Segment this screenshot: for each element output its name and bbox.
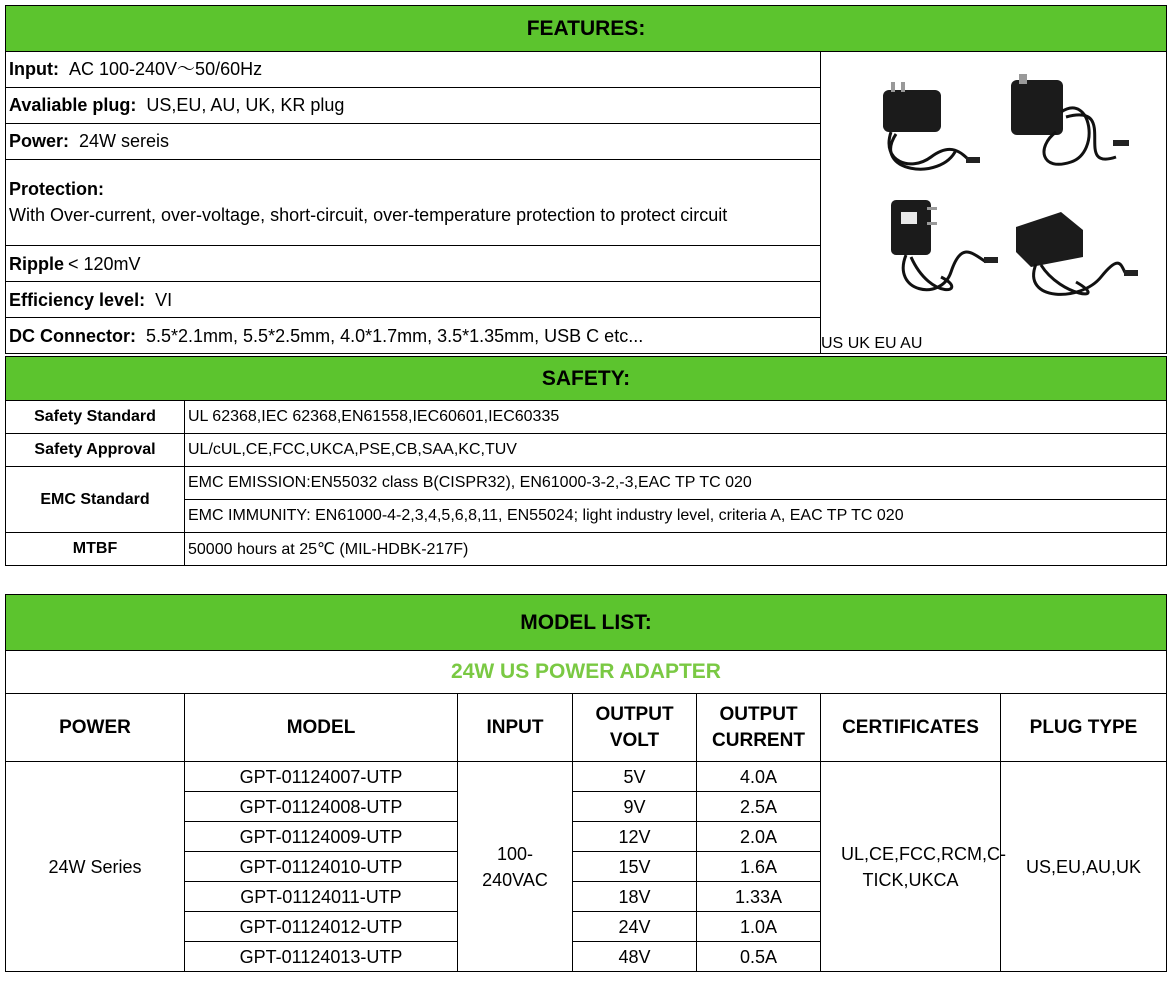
volt-cell: 12V xyxy=(573,822,697,852)
plug-caption-au: AU xyxy=(900,335,923,352)
model-list-title: MODEL LIST: xyxy=(6,595,1167,651)
feature-label: Avaliable plug: xyxy=(9,95,137,116)
header-text: OUTPUT CURRENT xyxy=(712,703,805,751)
model-list-table xyxy=(5,594,1167,972)
feature-label: Protection: xyxy=(9,179,105,200)
volt-cell: 9V xyxy=(573,792,697,822)
feature-row-input xyxy=(6,52,821,88)
plug-caption-us: US xyxy=(821,335,844,352)
feature-value: < 120mV xyxy=(68,253,141,274)
model-cell: GPT-01124010-UTP xyxy=(185,852,458,882)
feature-value: VI xyxy=(155,289,173,310)
safety-label: Safety Standard xyxy=(6,401,185,434)
model-cell: GPT-01124013-UTP xyxy=(185,942,458,972)
feature-row-efficiency xyxy=(6,282,821,318)
safety-value: UL 62368,IEC 62368,EN61558,IEC60601,IEC60335 xyxy=(185,401,1167,434)
current-cell: 1.6A xyxy=(697,852,821,882)
adapter-photos-image xyxy=(821,52,1167,330)
column-header-input: INPUT xyxy=(458,694,573,762)
model-list-subtitle: 24W US POWER ADAPTER xyxy=(6,651,1167,694)
safety-value: 50000 hours at 25℃ (MIL-HDBK-217F) xyxy=(185,533,1167,566)
power-cell: 24W Series xyxy=(6,762,185,972)
column-header-output-volt xyxy=(573,694,697,762)
current-cell: 0.5A xyxy=(697,942,821,972)
eu-adapter-image xyxy=(891,200,998,290)
feature-row-plug xyxy=(6,87,821,123)
feature-value: US,EU, AU, UK, KR plug xyxy=(146,95,345,116)
header-text: OUTPUT VOLT xyxy=(595,703,674,751)
volt-cell: 5V xyxy=(573,762,697,792)
safety-table xyxy=(5,356,1167,566)
column-header-model: MODEL xyxy=(185,694,458,762)
model-cell: GPT-01124012-UTP xyxy=(185,912,458,942)
feature-row-dc-connector xyxy=(6,318,821,354)
table-row xyxy=(6,762,1167,792)
model-cell: GPT-01124009-UTP xyxy=(185,822,458,852)
plug-caption-uk: UK xyxy=(847,335,870,352)
plug-photos xyxy=(821,52,1167,354)
column-header-certificates: CERTIFICATES xyxy=(821,694,1001,762)
input-cell: 100-240VAC xyxy=(458,762,573,972)
current-cell: 1.33A xyxy=(697,882,821,912)
current-cell: 2.0A xyxy=(697,822,821,852)
features-table xyxy=(5,5,1167,354)
feature-label: DC Connector: xyxy=(9,325,136,346)
current-cell: 2.5A xyxy=(697,792,821,822)
model-cell: GPT-01124008-UTP xyxy=(185,792,458,822)
features-title: FEATURES: xyxy=(6,6,1167,52)
safety-value: UL/cUL,CE,FCC,UKCA,PSE,CB,SAA,KC,TUV xyxy=(185,434,1167,467)
safety-label: Safety Approval xyxy=(6,434,185,467)
feature-value: With Over-current, over-voltage, short-circuit, over-temperature protection to protect circuit xyxy=(9,205,728,226)
feature-row-protection xyxy=(6,159,821,246)
model-cell: GPT-01124007-UTP xyxy=(185,762,458,792)
feature-row-ripple xyxy=(6,246,821,282)
plug-caption-eu: EU xyxy=(874,335,897,352)
model-cell: GPT-01124011-UTP xyxy=(185,882,458,912)
feature-row-power xyxy=(6,123,821,159)
us-adapter-image xyxy=(883,82,980,169)
volt-cell: 24V xyxy=(573,912,697,942)
au-adapter-image xyxy=(1016,212,1138,294)
current-cell: 4.0A xyxy=(697,762,821,792)
safety-title: SAFETY: xyxy=(6,357,1167,401)
feature-label: Ripple xyxy=(9,253,65,274)
feature-label: Power: xyxy=(9,131,70,152)
plug-type-cell: US,EU,AU,UK xyxy=(1001,762,1167,972)
volt-cell: 18V xyxy=(573,882,697,912)
safety-label: EMC Standard xyxy=(6,467,185,533)
feature-value: AC 100-240V～50/60Hz xyxy=(68,59,263,80)
uk-adapter-image xyxy=(1011,74,1129,164)
current-cell: 1.0A xyxy=(697,912,821,942)
volt-cell: 15V xyxy=(573,852,697,882)
feature-label: Efficiency level: xyxy=(9,289,146,310)
safety-value: EMC EMISSION:EN55032 class B(CISPR32), EN61000-3-2,-3,EAC TP TC 020 xyxy=(185,467,1167,500)
column-header-output-current xyxy=(697,694,821,762)
certificates-cell: UL,CE,FCC,RCM,C-TICK,UKCA xyxy=(821,762,1001,972)
safety-label: MTBF xyxy=(6,533,185,566)
feature-value: 5.5*2.1mm, 5.5*2.5mm, 4.0*1.7mm, 3.5*1.35mm, USB C etc... xyxy=(146,325,644,346)
column-header-plug-type: PLUG TYPE xyxy=(1001,694,1167,762)
feature-label: Input: xyxy=(9,59,59,80)
volt-cell: 48V xyxy=(573,942,697,972)
feature-value: 24W sereis xyxy=(79,131,170,152)
column-header-power: POWER xyxy=(6,694,185,762)
safety-value: EMC IMMUNITY: EN61000-4-2,3,4,5,6,8,11, EN55024; light industry level, criteria A, EAC TP TC 020 xyxy=(185,500,1167,533)
